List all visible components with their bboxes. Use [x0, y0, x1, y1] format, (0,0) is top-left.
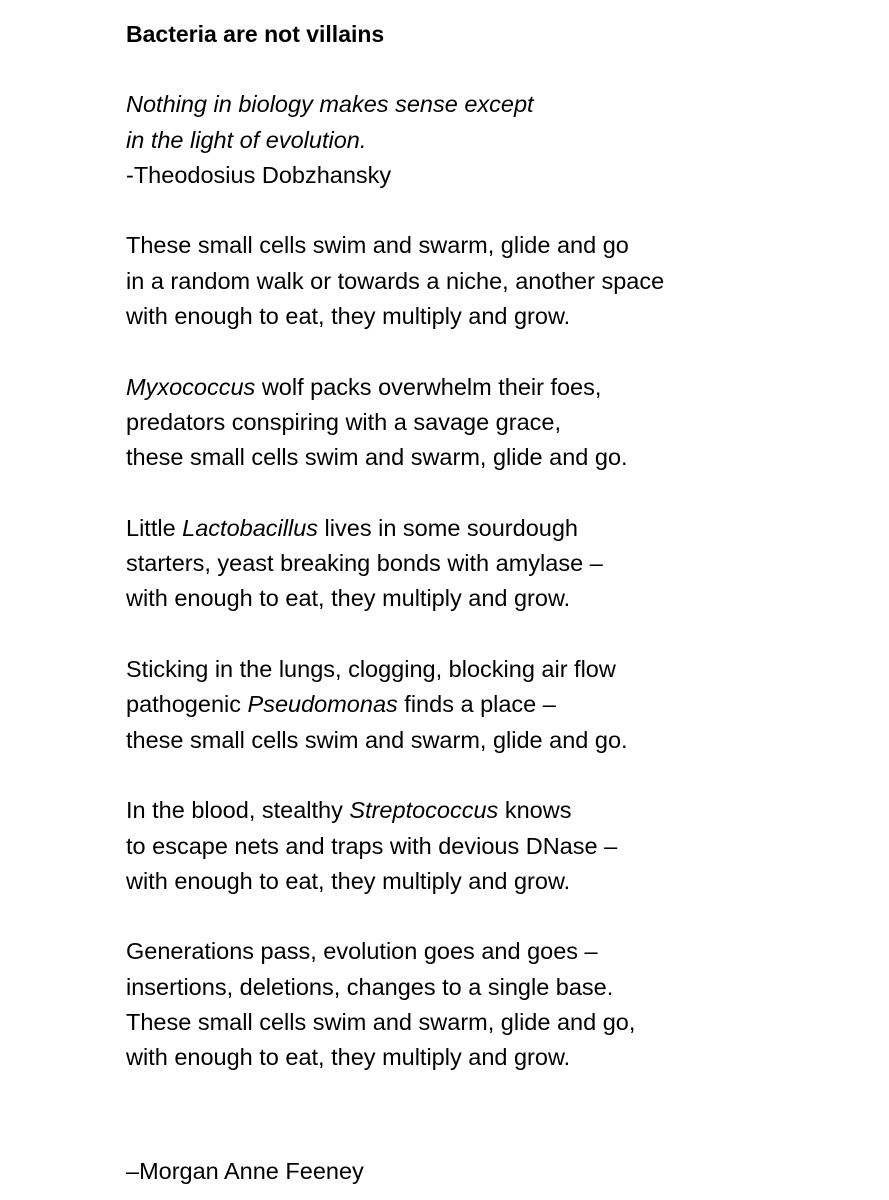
poem-page [126, 17, 866, 1076]
poem-line: starters, yeast breaking bonds with amylase – [126, 550, 603, 577]
poem-line: these small cells swim and swarm, glide and go. [126, 444, 628, 471]
species-name: Pseudomonas [247, 691, 398, 718]
stanza-5 [126, 793, 866, 899]
stanza-gap [126, 52, 866, 87]
line-text: wolf packs overwhelm their foes, [255, 373, 602, 400]
line-text: In the blood, stealthy [126, 797, 350, 824]
species-name: Streptococcus [349, 797, 499, 824]
poem-line [126, 687, 866, 722]
stanza-gap [126, 193, 866, 228]
stanza-2 [126, 370, 866, 476]
epigraph [126, 87, 866, 193]
poem-line [126, 511, 866, 546]
stanza-1 [126, 228, 866, 334]
stanza-gap [126, 617, 866, 652]
line-text: lives in some sourdough [318, 514, 578, 541]
poem-line: Sticking in the lungs, clogging, blocking air flow [126, 656, 616, 683]
species-name: Lactobacillus [182, 514, 319, 541]
poem-line: with enough to eat, they multiply and grow. [126, 867, 571, 894]
line-text: Little [126, 514, 183, 541]
poem-line: insertions, deletions, changes to a single base. [126, 973, 614, 1000]
poem-line: with enough to eat, they multiply and grow. [126, 303, 571, 330]
poem-line: Generations pass, evolution goes and goes – [126, 938, 598, 965]
epigraph-line: in the light of evolution. [126, 126, 367, 153]
species-name: Myxococcus [126, 373, 256, 400]
stanza-3 [126, 511, 866, 617]
line-text: pathogenic [126, 691, 248, 718]
stanza-gap [126, 899, 866, 934]
epigraph-line: Nothing in biology makes sense except [126, 91, 534, 118]
poem-line: with enough to eat, they multiply and grow. [126, 585, 571, 612]
stanza-gap [126, 476, 866, 511]
line-text: knows [498, 797, 572, 824]
line-text: finds a place – [397, 691, 556, 718]
stanza-6 [126, 934, 866, 1075]
poem-line: to escape nets and traps with devious DNase – [126, 832, 618, 859]
poem-line: with enough to eat, they multiply and grow. [126, 1044, 571, 1071]
stanza-gap [126, 758, 866, 793]
poem-line: These small cells swim and swarm, glide and go [126, 232, 629, 259]
poem-line [126, 793, 866, 828]
poem-line: in a random walk or towards a niche, another space [126, 267, 665, 294]
poem-line [126, 370, 866, 405]
author-signature: –Morgan Anne Feeney [126, 1158, 364, 1184]
poem-line: these small cells swim and swarm, glide and go. [126, 726, 628, 753]
stanza-4 [126, 652, 866, 758]
epigraph-attribution: -Theodosius Dobzhansky [126, 161, 392, 188]
poem-line: predators conspiring with a savage grace, [126, 408, 561, 435]
poem-line: These small cells swim and swarm, glide and go, [126, 1009, 636, 1036]
poem-title: Bacteria are not villains [126, 21, 385, 47]
stanza-gap [126, 334, 866, 369]
